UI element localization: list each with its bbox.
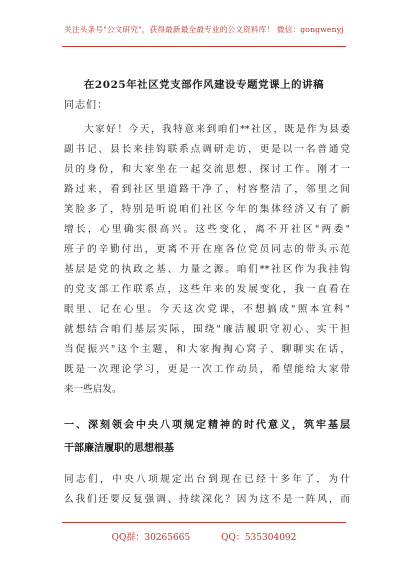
- paragraph-line: 眼里、记在心里。今天这次党课，不想搞成"照本宣科": [64, 304, 350, 315]
- paragraph-line: 么我们还要反复强调、持续深化？因为这不是一阵风，而: [64, 494, 350, 505]
- paragraph-line: 的党支部工作联系点，这些年来的发展变化，我一直看在: [64, 284, 350, 295]
- section-heading-line: 一、深刻领会中央八项规定精神的时代意义，筑牢基层: [64, 420, 350, 431]
- paragraph-line: 副书记、县长来挂钩联系点调研走访，更是以一名普通党: [64, 144, 350, 155]
- section-heading-line: 干部廉洁履职的思想根基: [64, 443, 174, 454]
- paragraph-line: 增长，心里确实很高兴。这些变化，离不开社区"两委": [64, 224, 350, 235]
- paragraph-line: 路过来，看到社区里道路干净了，村容整洁了，邻里之间: [64, 184, 350, 195]
- footer-contact: [0, 530, 408, 543]
- header-banner: 关注头条号"公文研究"，获得最新最全最专业的公文资料库！ 微信：gongwenyj: [64, 25, 344, 34]
- paragraph-line: 基层是党的执政之基、力量之源。咱们**社区作为我挂钩: [64, 264, 350, 275]
- paragraph-line: 就想结合咱们基层实际，围绕"廉洁履职守初心、实干担: [64, 324, 350, 335]
- paragraph-line: 笑脸多了，特别是听说咱们社区今年的集体经济又有了新: [64, 204, 350, 215]
- paragraph-line: 同志们，中央八项规定出台到现在已经十多年了，为什: [64, 474, 350, 485]
- paragraph-line: 既是一次理论学习，更是一次工作动员，希望能给大家带: [64, 364, 350, 375]
- footer-divider: [62, 522, 346, 523]
- paragraph-line: 来一些启发。: [64, 384, 122, 395]
- paragraph-line: 员的身份，和大家坐在一起交流思想、探讨工作。刚才一: [64, 164, 350, 175]
- footer-qq-group: QQ群：30265665: [111, 533, 191, 543]
- header-divider: [62, 46, 346, 47]
- document-title: 在2025年社区党支部作风建设专题党课上的讲稿: [83, 79, 325, 91]
- footer-qq: QQ：535304092: [221, 533, 297, 543]
- paragraph-line: 班子的辛勤付出，更离不开在座各位党员同志的带头示范: [64, 244, 350, 255]
- paragraph-line: 大家好！今天，我特意来到咱们**社区，既是作为县委: [84, 124, 350, 135]
- paragraph-line: 当促振兴"这个主题，和大家掏掏心窝子、聊聊实在话，: [64, 344, 350, 355]
- salutation: 同志们：: [64, 100, 108, 111]
